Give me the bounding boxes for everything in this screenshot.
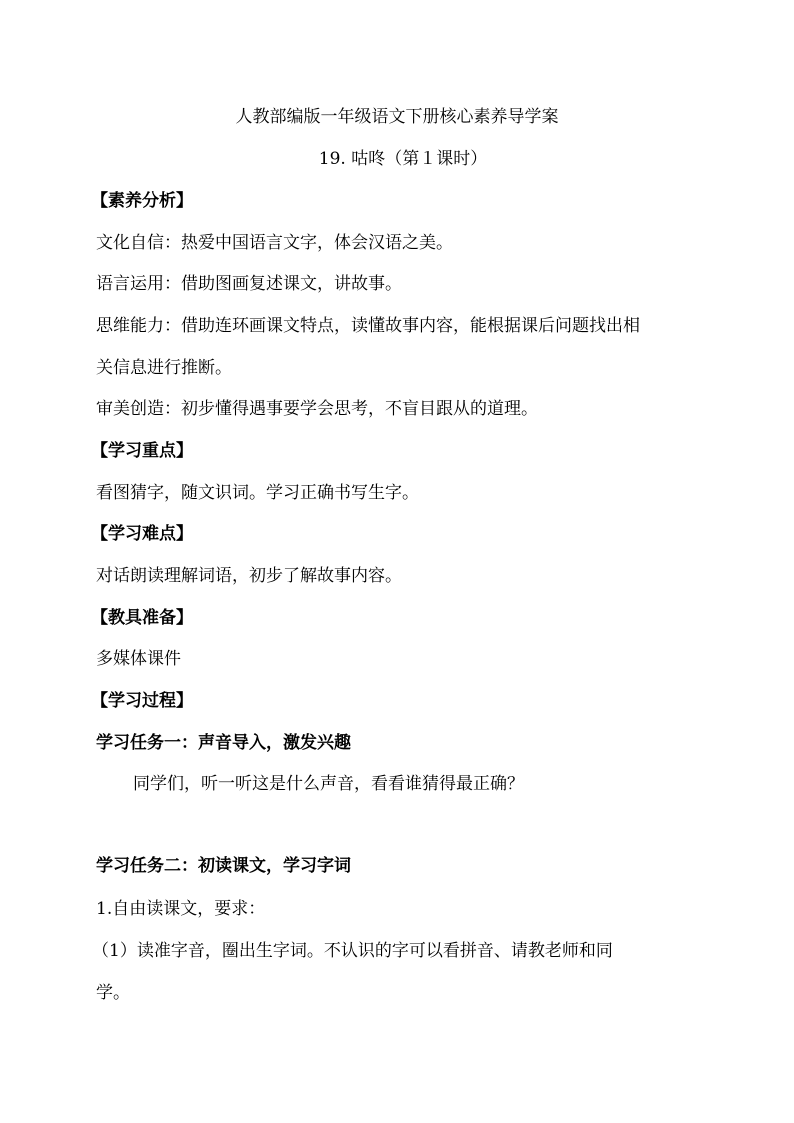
- literacy-line-language: 语言运用：借助图画复述课文，讲故事。: [96, 274, 402, 294]
- task-2-sub-1-line-1: （1）读准字音，圈出生字词。不认识的字可以看拼音、请教老师和同: [92, 941, 613, 961]
- materials-text: 多媒体课件: [96, 649, 181, 669]
- task-2-title: 学习任务二：初读课文，学习字词: [96, 856, 351, 876]
- task-2-sub-1-line-2: 学。: [96, 983, 130, 1003]
- section-heading-process: 【学习过程】: [91, 691, 193, 711]
- task-2-item-1: 1.自由读课文，要求：: [96, 899, 266, 919]
- document-title: 人教部编版一年级语文下册核心素养导学案: [235, 107, 559, 127]
- literacy-line-aesthetic: 审美创造：初步懂得遇事要学会思考，不盲目跟从的道理。: [96, 399, 538, 419]
- literacy-line-thinking: 思维能力：借助连环画课文特点，读懂故事内容，能根据课后问题找出相: [96, 316, 640, 336]
- section-heading-literacy: 【素养分析】: [91, 191, 193, 211]
- section-heading-difficulties: 【学习难点】: [91, 524, 193, 544]
- section-heading-materials: 【教具准备】: [91, 608, 193, 628]
- section-heading-key-points: 【学习重点】: [91, 441, 193, 461]
- lesson-subtitle: 19. 咕咚（第１课时）: [318, 149, 488, 169]
- literacy-line-thinking-cont: 关信息进行推断。: [96, 358, 232, 378]
- literacy-line-culture: 文化自信：热爱中国语言文字，体会汉语之美。: [96, 233, 453, 253]
- task-1-text: 同学们，听一听这是什么声音，看看谁猜得最正确？: [133, 774, 524, 794]
- task-1-title: 学习任务一：声音导入，激发兴趣: [96, 733, 351, 753]
- difficulties-text: 对话朗读理解词语，初步了解故事内容。: [96, 566, 402, 586]
- key-points-text: 看图猜字，随文识词。学习正确书写生字。: [96, 483, 419, 503]
